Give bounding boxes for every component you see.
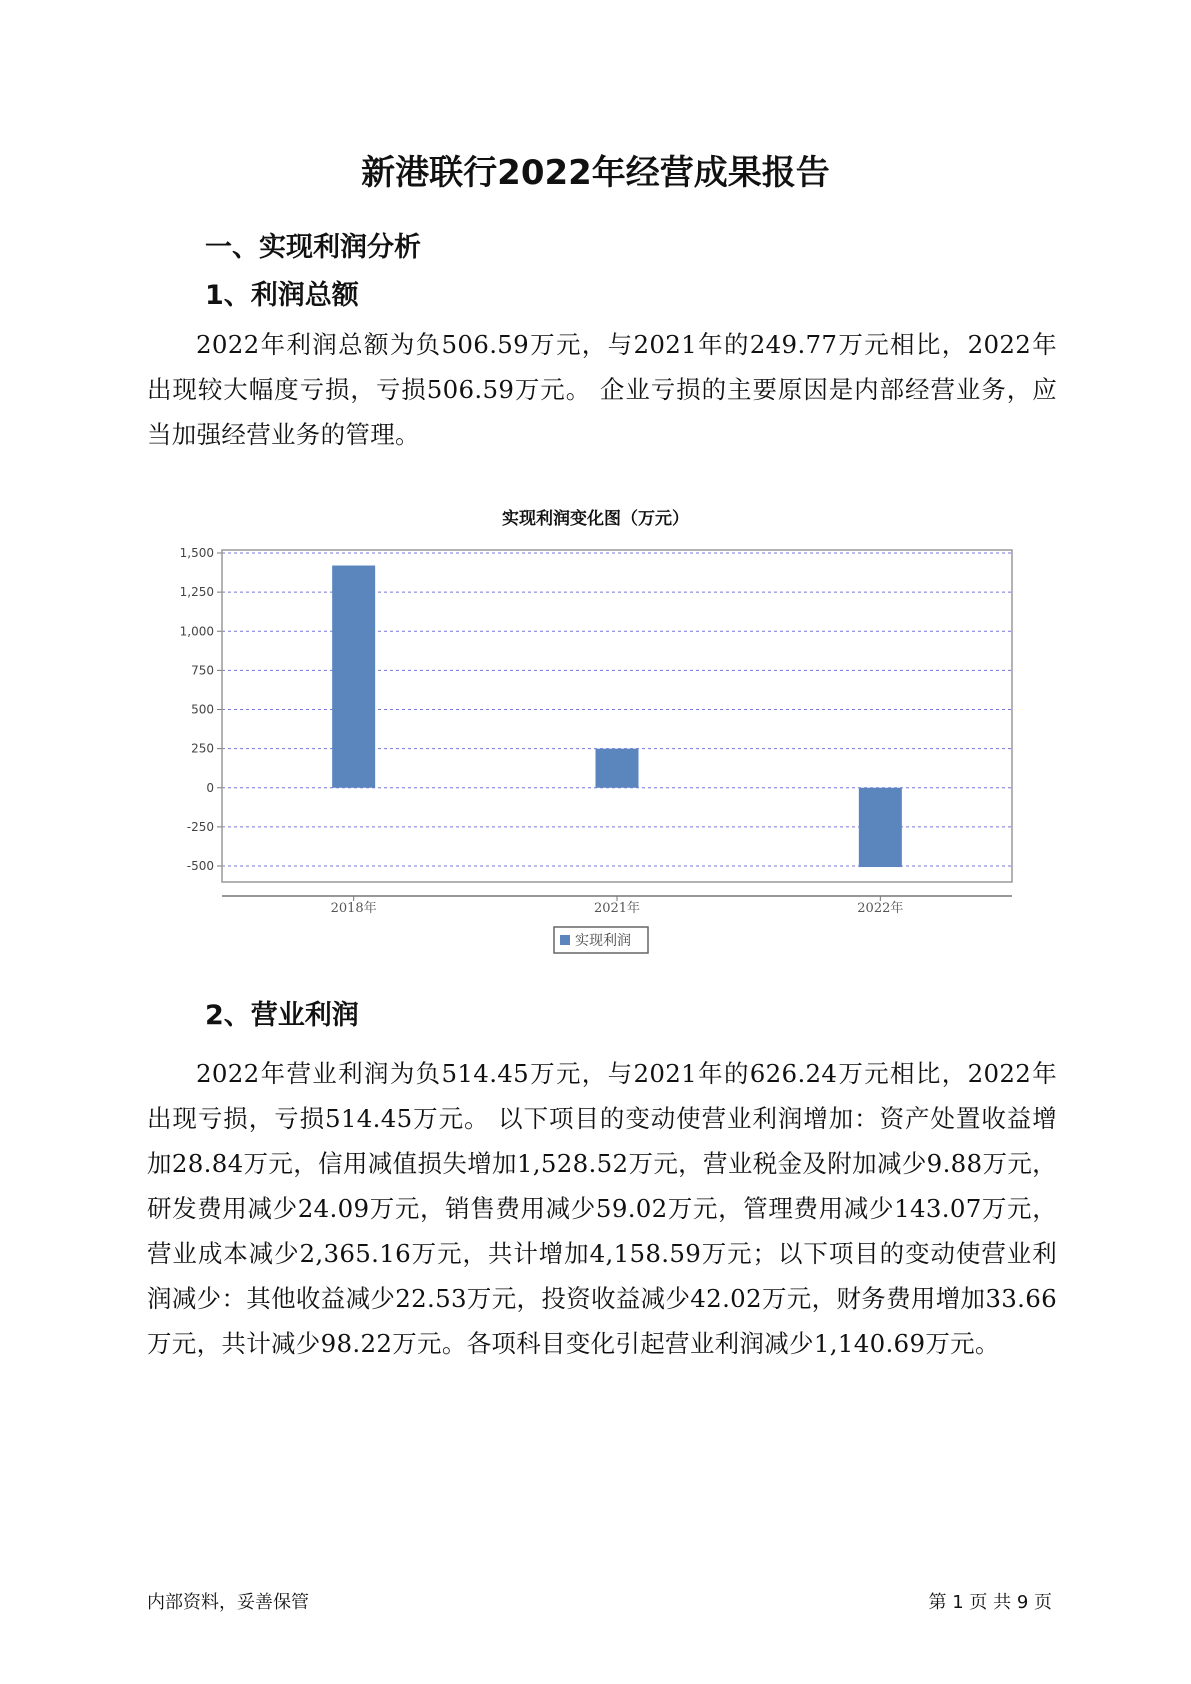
operating-profit-paragraph: 2022年营业利润为负514.45万元，与2021年的626.24万元相比，2022年出现亏损，亏损514.45万元。 以下项目的变动使营业利润增加：资产处置收益增加28.84万元，信用减值损失增加1,528.52万元，营业税金及附加减少9.88万元，研发费用减少24.09万元，销售费用减少59.02万元，管理费用减少143.07万元，营业成本减少2,365.16万元，共计增加4,158.59万元；以下项目的变动使营业利润减少：其他收益减少22.53万元，投资收益减少42.02万元，财务费用增加33.66万元，共计减少98.22万元。各项科目变化引起营业利润减少1,140.69万元。	[147, 1059, 1057, 1358]
y-tick-label: 1,250	[179, 585, 214, 600]
chart-legend	[554, 927, 648, 953]
footer-confidential-note: 内部资料，妥善保管	[147, 1592, 309, 1613]
bar-2018年	[332, 566, 375, 788]
x-tick-label: 2022年	[857, 901, 904, 916]
x-tick-label: 2021年	[593, 901, 641, 916]
bar-2021年	[596, 749, 639, 788]
subsection-heading-operating-profit: 2、营业利润	[205, 1000, 359, 1031]
y-tick-label: 250	[191, 741, 214, 756]
y-tick-label: -250	[186, 819, 214, 834]
y-tick-label: 1,000	[179, 624, 214, 639]
bar-2022年	[859, 788, 902, 867]
y-tick-label: 500	[191, 702, 214, 717]
legend-label: 实现利润	[575, 933, 631, 949]
chart-x-axis-ticks	[331, 896, 904, 916]
total-profit-paragraph: 2022年利润总额为负506.59万元，与2021年的249.77万元相比，2022年出现较大幅度亏损，亏损506.59万元。 企业亏损的主要原因是内部经营业务，应当加强经营业务的管理。	[147, 330, 1057, 449]
document-title: 新港联行2022年经营成果报告	[361, 153, 830, 193]
chart-title: 实现利润变化图（万元）	[502, 509, 689, 529]
x-tick-label: 2018年	[330, 901, 377, 916]
chart-bars	[332, 566, 902, 868]
y-tick-label: -500	[186, 859, 214, 873]
subsection-heading-total-profit: 1、利润总额	[205, 280, 359, 311]
chart-y-axis-ticks	[180, 546, 222, 873]
section-heading-profit-analysis: 一、实现利润分析	[205, 232, 421, 263]
legend-swatch	[560, 935, 570, 945]
footer-page-number: 第 1 页 共 9 页	[928, 1592, 1052, 1613]
y-tick-label: 750	[191, 663, 214, 678]
y-tick-label: 0	[206, 780, 214, 795]
y-tick-label: 1,500	[179, 546, 214, 560]
